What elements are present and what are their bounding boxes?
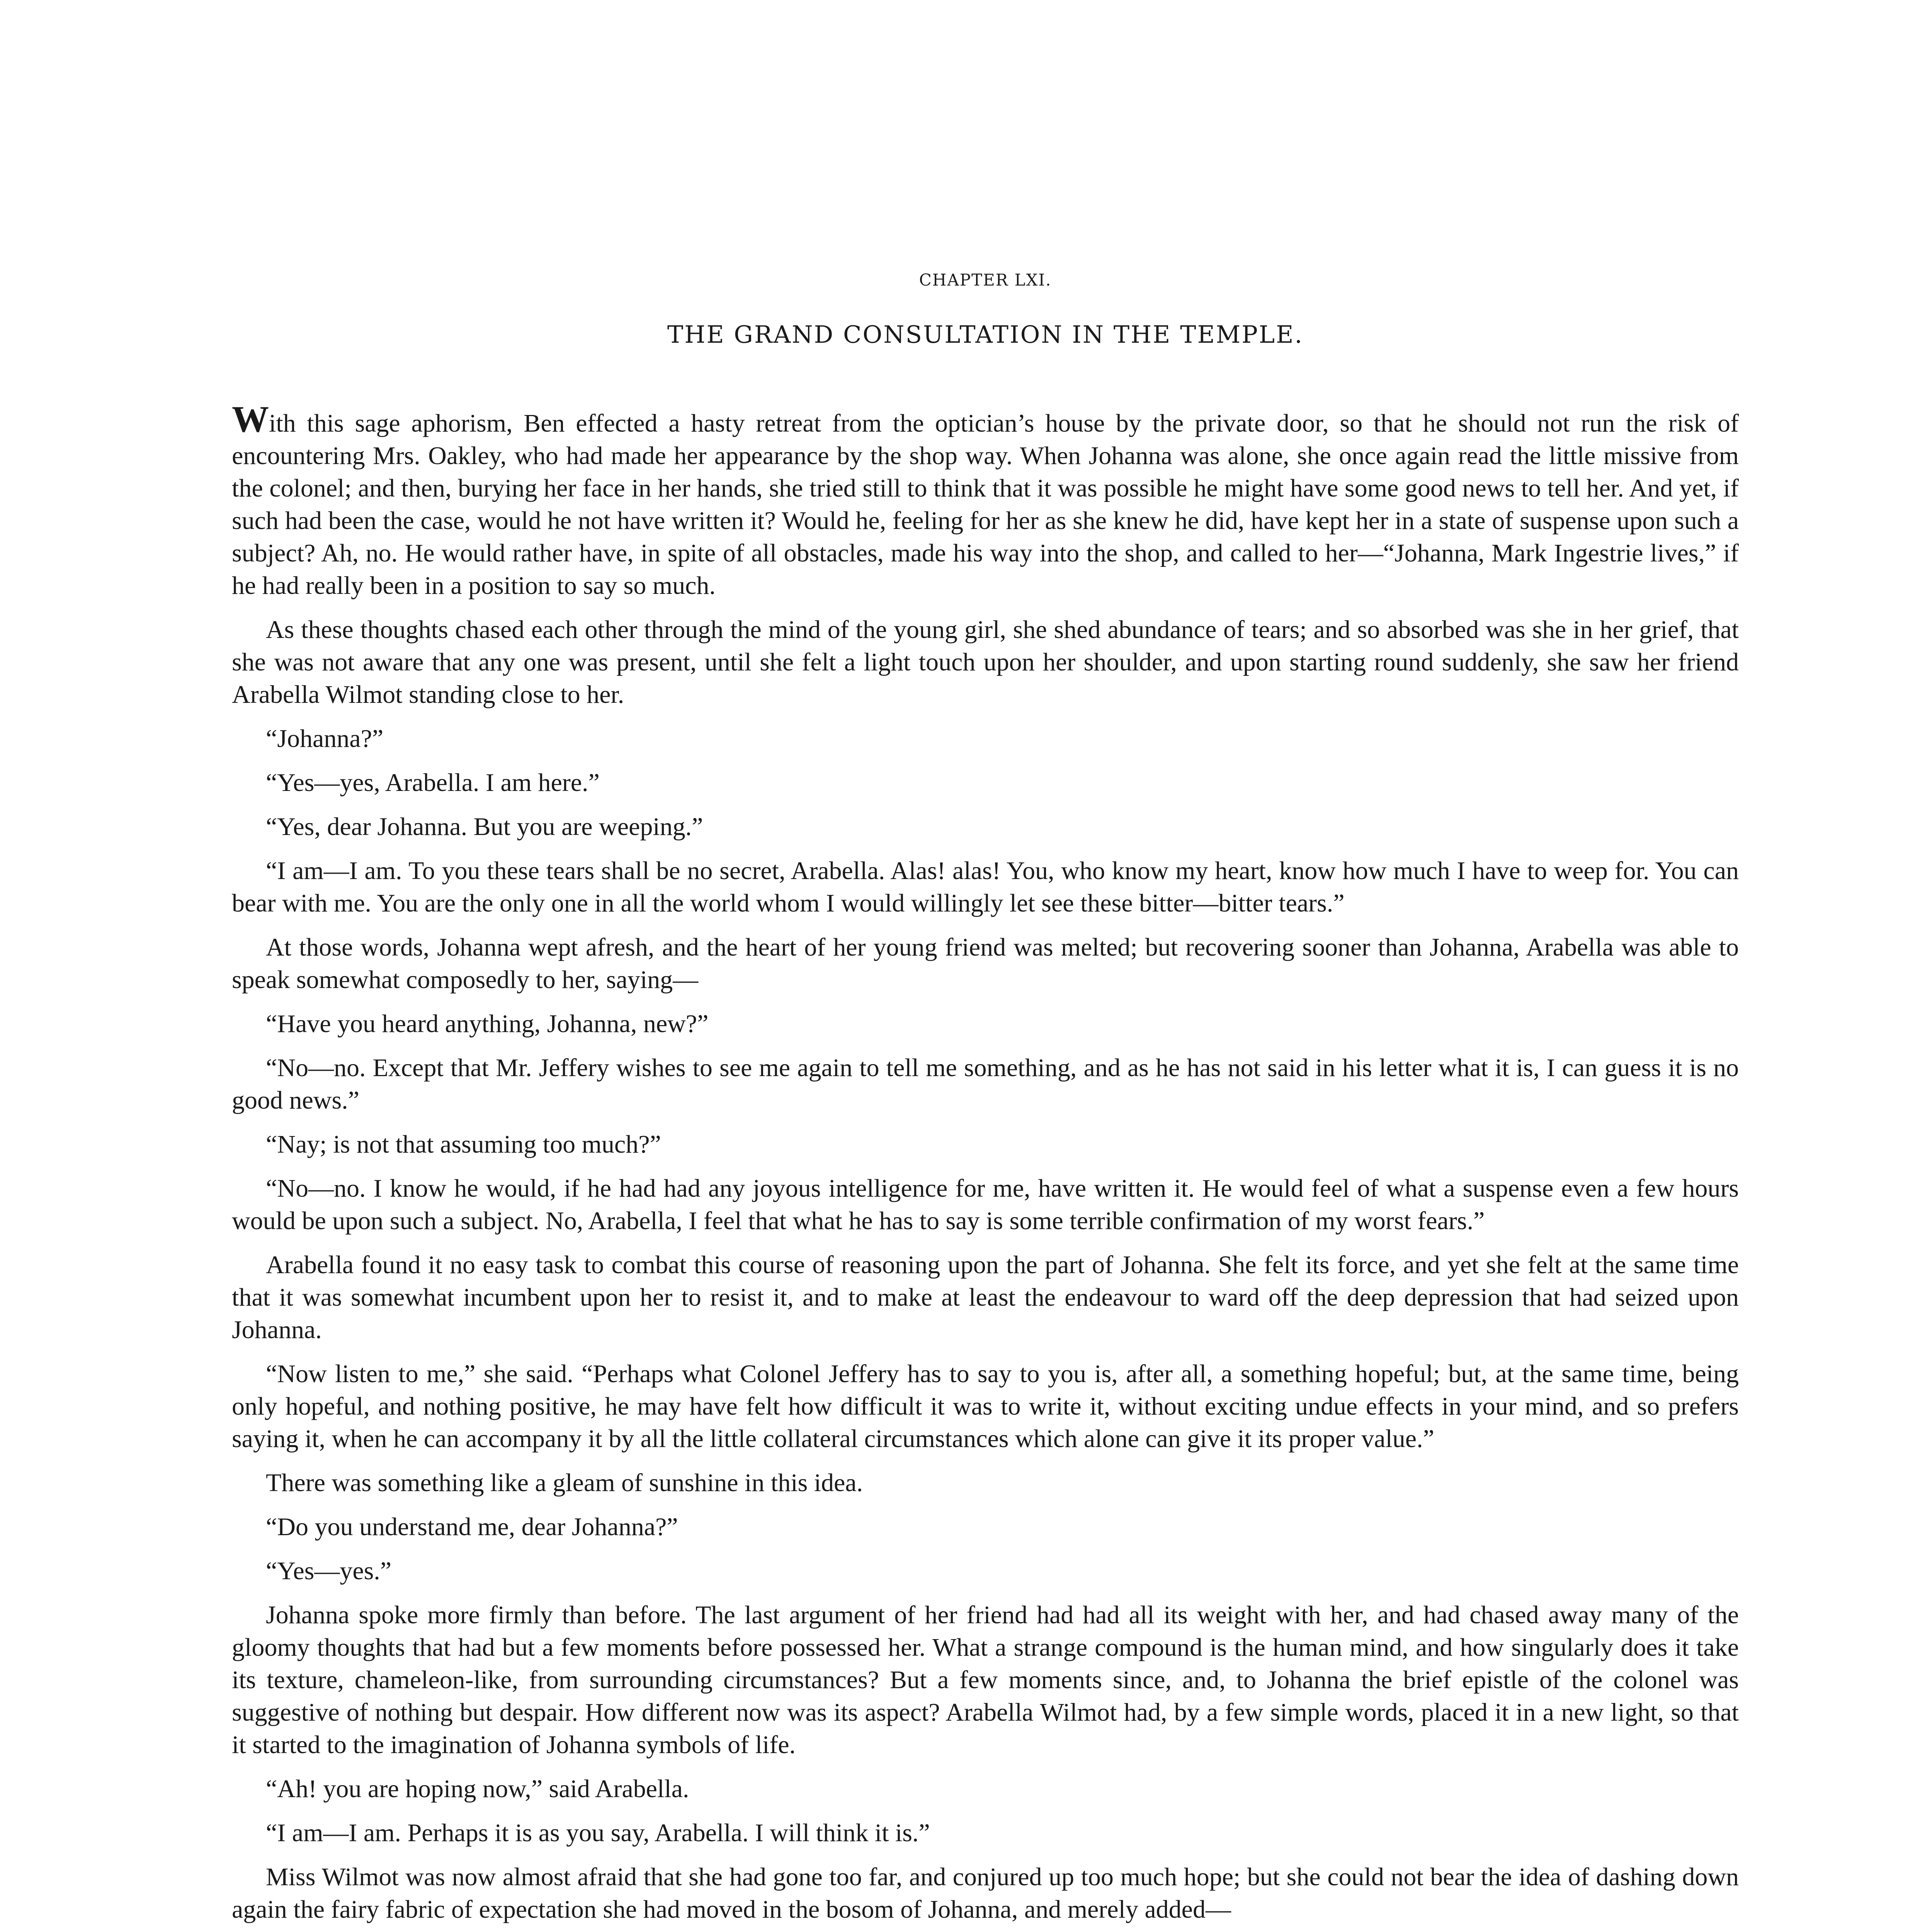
page-content [232,270,1739,1932]
paragraph: Johanna spoke more firmly than before. The last argument of her friend had had all its weight with her, and had chased away many of the gloomy thoughts that had but a few moments before possessed her. What a strange compound is the human mind, and how singularly does it take its texture, chameleon-like, from surrounding circumstances? But a few moments since, and, to Johanna the brief epistle of the colonel was suggestive of nothing but despair. How different now was its aspect? Arabella Wilmot had, by a few simple words, placed it in a new light, so that it started to the imagination of Johanna symbols of life. [232,1601,1739,1759]
chapter-number: CHAPTER LXI. [919,270,1052,289]
paragraph-first [232,398,1739,602]
paragraph: “No—no. Except that Mr. Jeffery wishes to see me again to tell me something, and as he has not said in his letter what it is, I can guess it is no good news.” [232,1054,1739,1114]
paragraph: “Johanna?” [266,724,384,753]
body-text [232,398,1739,1932]
paragraph-first-text: ith this sage aphorism, Ben effected a hasty retreat from the optician’s house by the private door, so that he should not run the risk of encountering Mrs. Oakley, who had made her appearance by the shop way. When Johanna was alone, she once again read the little missive from the colonel; and then, burying her face in her hands, she tried still to think that it was possible he might have some good news to tell her. And yet, if such had been the case, would he not have written it? Would he, feeling for her as she knew he did, have kept her in a state of suspense upon such a subject? Ah, no. He would rather have, in spite of all obstacles, made his way into the shop, and called to her—“Johanna, Mark Ingestrie lives,” if he had really been in a position to say so much. [232,409,1739,600]
paragraph: There was something like a gleam of sunshine in this idea. [266,1469,863,1497]
paragraph: Arabella found it no easy task to combat this course of reasoning upon the part of Johanna. She felt its force, and yet she felt at the same time that it was somewhat incumbent upon her to resist it, and to make at least the endeavour to ward off the deep depression that had seized upon Johanna. [232,1251,1739,1344]
paragraph: At those words, Johanna wept afresh, and the heart of her young friend was melted; but recovering sooner than Johanna, Arabella was able to speak somewhat composedly to her, saying— [232,933,1739,994]
drop-cap: W [232,398,269,440]
paragraph: “No—no. I know he would, if he had had any joyous intelligence for me, have written it. He would feel of what a suspense even a few hours would be upon such a subject. No, Arabella, I feel that what he has to say is some terrible confirmation of my worst fears.” [232,1174,1739,1235]
paragraph: “Yes—yes.” [266,1557,392,1585]
paragraph: “Now listen to me,” she said. “Perhaps what Colonel Jeffery has to say to you is, after all, a something hopeful; but, at the same time, being only hopeful, and nothing positive, he may have felt how difficult it was to write it, without exciting undue effects in your mind, and so prefers saying it, when he can accompany it by all the little collateral circumstances which alone can give it its proper value.” [232,1360,1739,1453]
paragraph: “I am—I am. To you these tears shall be no secret, Arabella. Alas! alas! You, who know my heart, know how much I have to weep for. You can bear with me. You are the only one in all the world whom I would willingly let see these bitter—bitter tears.” [232,857,1739,917]
chapter-title: THE GRAND CONSULTATION IN THE TEMPLE. [667,320,1304,349]
paragraph: “I am—I am. Perhaps it is as you say, Arabella. I will think it is.” [266,1819,930,1847]
paragraph: “Yes, dear Johanna. But you are weeping.” [266,813,703,841]
paragraph: Miss Wilmot was now almost afraid that she had gone too far, and conjured up too much hope; but she could not bear the idea of dashing down again the fairy fabric of expectation she had moved in the bosom of Johanna, and merely added— [232,1863,1739,1923]
paragraph: “Nay; is not that assuming too much?” [266,1130,661,1158]
paragraph: “Ah! you are hoping now,” said Arabella. [266,1775,689,1803]
paragraph: As these thoughts chased each other through the mind of the young girl, she shed abundance of tears; and so absorbed was she in her grief, that she was not aware that any one was present, until she felt a light touch upon her shoulder, and upon starting round suddenly, she saw her friend Arabella Wilmot standing close to her. [232,616,1739,709]
paragraph: “Do you understand me, dear Johanna?” [266,1513,678,1541]
paragraph: “Yes—yes, Arabella. I am here.” [266,769,600,797]
paragraph: “Have you heard anything, Johanna, new?” [266,1010,709,1038]
